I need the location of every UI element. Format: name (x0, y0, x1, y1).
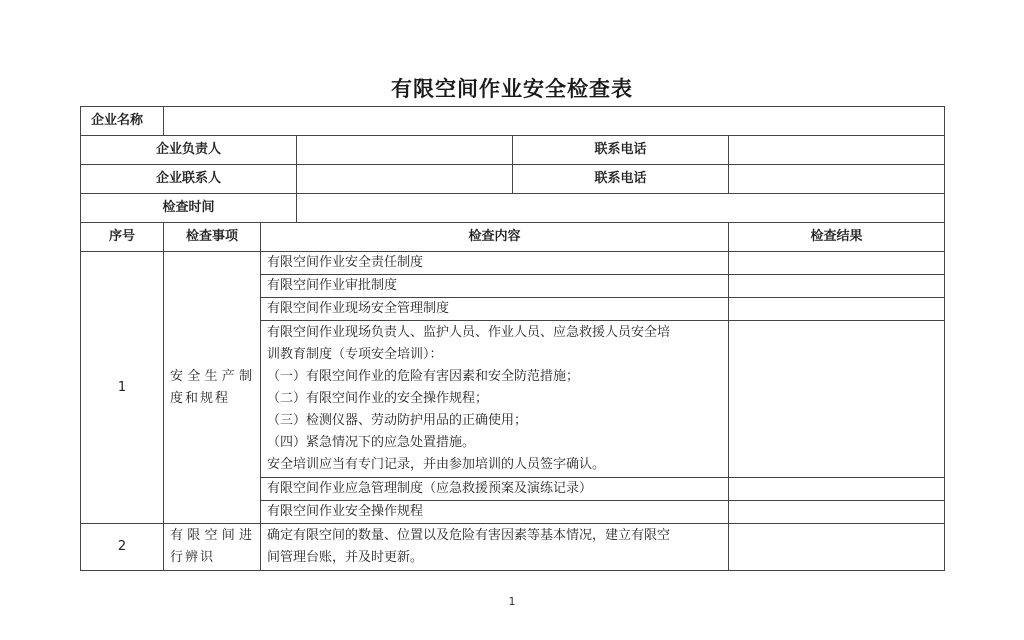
company-name-label: 企业名称 (81, 107, 164, 136)
time-label: 检查时间 (81, 194, 297, 223)
content-line: 确定有限空间的数量、位置以及危险有害因素等基本情况，建立有限空 (267, 528, 671, 543)
leader-row (81, 136, 945, 165)
company-name-field[interactable] (164, 107, 945, 136)
table-row (81, 524, 945, 571)
column-header-row (81, 223, 945, 252)
table-row (81, 252, 945, 275)
content-cell (261, 321, 729, 478)
result-cell[interactable] (729, 478, 945, 501)
result-cell[interactable] (729, 275, 945, 298)
result-cell[interactable] (729, 252, 945, 275)
content-line: 间管理台账，并及时更新。 (267, 550, 424, 565)
content-cell: 有限空间作业应急管理制度（应急救援预案及演练记录） (261, 478, 729, 501)
phone-field-2[interactable] (729, 165, 945, 194)
time-field[interactable] (297, 194, 945, 223)
section-seq: 2 (81, 524, 164, 571)
result-cell[interactable] (729, 298, 945, 321)
content-line: （四）紧急情况下的应急处置措施。 (267, 435, 476, 450)
contact-row (81, 165, 945, 194)
content-line: （一）有限空间作业的危险有害因素和安全防范措施； (267, 369, 580, 384)
section-item: 安全生产制度和规程 (164, 252, 261, 524)
contact-label: 企业联系人 (81, 165, 297, 194)
section-seq: 1 (81, 252, 164, 524)
leader-field[interactable] (297, 136, 513, 165)
content-cell: 有限空间作业安全责任制度 (261, 252, 729, 275)
section-item: 有限空间进行辨识 (164, 524, 261, 571)
content-line: 有限空间作业现场负责人、监护人员、作业人员、应急救援人员安全培 (267, 325, 671, 340)
content-cell: 有限空间作业安全操作规程 (261, 501, 729, 524)
col-item-header: 检查事项 (164, 223, 261, 252)
content-cell: 有限空间作业现场安全管理制度 (261, 298, 729, 321)
content-line: （二）有限空间作业的安全操作规程； (267, 391, 489, 406)
phone-label-1: 联系电话 (513, 136, 729, 165)
content-cell (261, 524, 729, 571)
result-cell[interactable] (729, 501, 945, 524)
col-seq-header: 序号 (81, 223, 164, 252)
page-title: 有限空间作业安全检查表 (391, 77, 633, 101)
result-cell[interactable] (729, 321, 945, 478)
phone-label-2: 联系电话 (513, 165, 729, 194)
col-content-header: 检查内容 (261, 223, 729, 252)
content-line: （三）检测仪器、劳动防护用品的正确使用； (267, 413, 528, 428)
leader-label: 企业负责人 (81, 136, 297, 165)
time-row (81, 194, 945, 223)
phone-field-1[interactable] (729, 136, 945, 165)
page-number: 1 (508, 595, 516, 608)
result-cell[interactable] (729, 524, 945, 571)
col-result-header: 检查结果 (729, 223, 945, 252)
company-name-row (81, 107, 945, 136)
content-cell: 有限空间作业审批制度 (261, 275, 729, 298)
content-line: 安全培训应当有专门记录，并由参加培训的人员签字确认。 (267, 457, 606, 472)
contact-field[interactable] (297, 165, 513, 194)
content-line: 训教育制度（专项安全培训）： (267, 347, 443, 362)
inspection-table (80, 106, 945, 571)
